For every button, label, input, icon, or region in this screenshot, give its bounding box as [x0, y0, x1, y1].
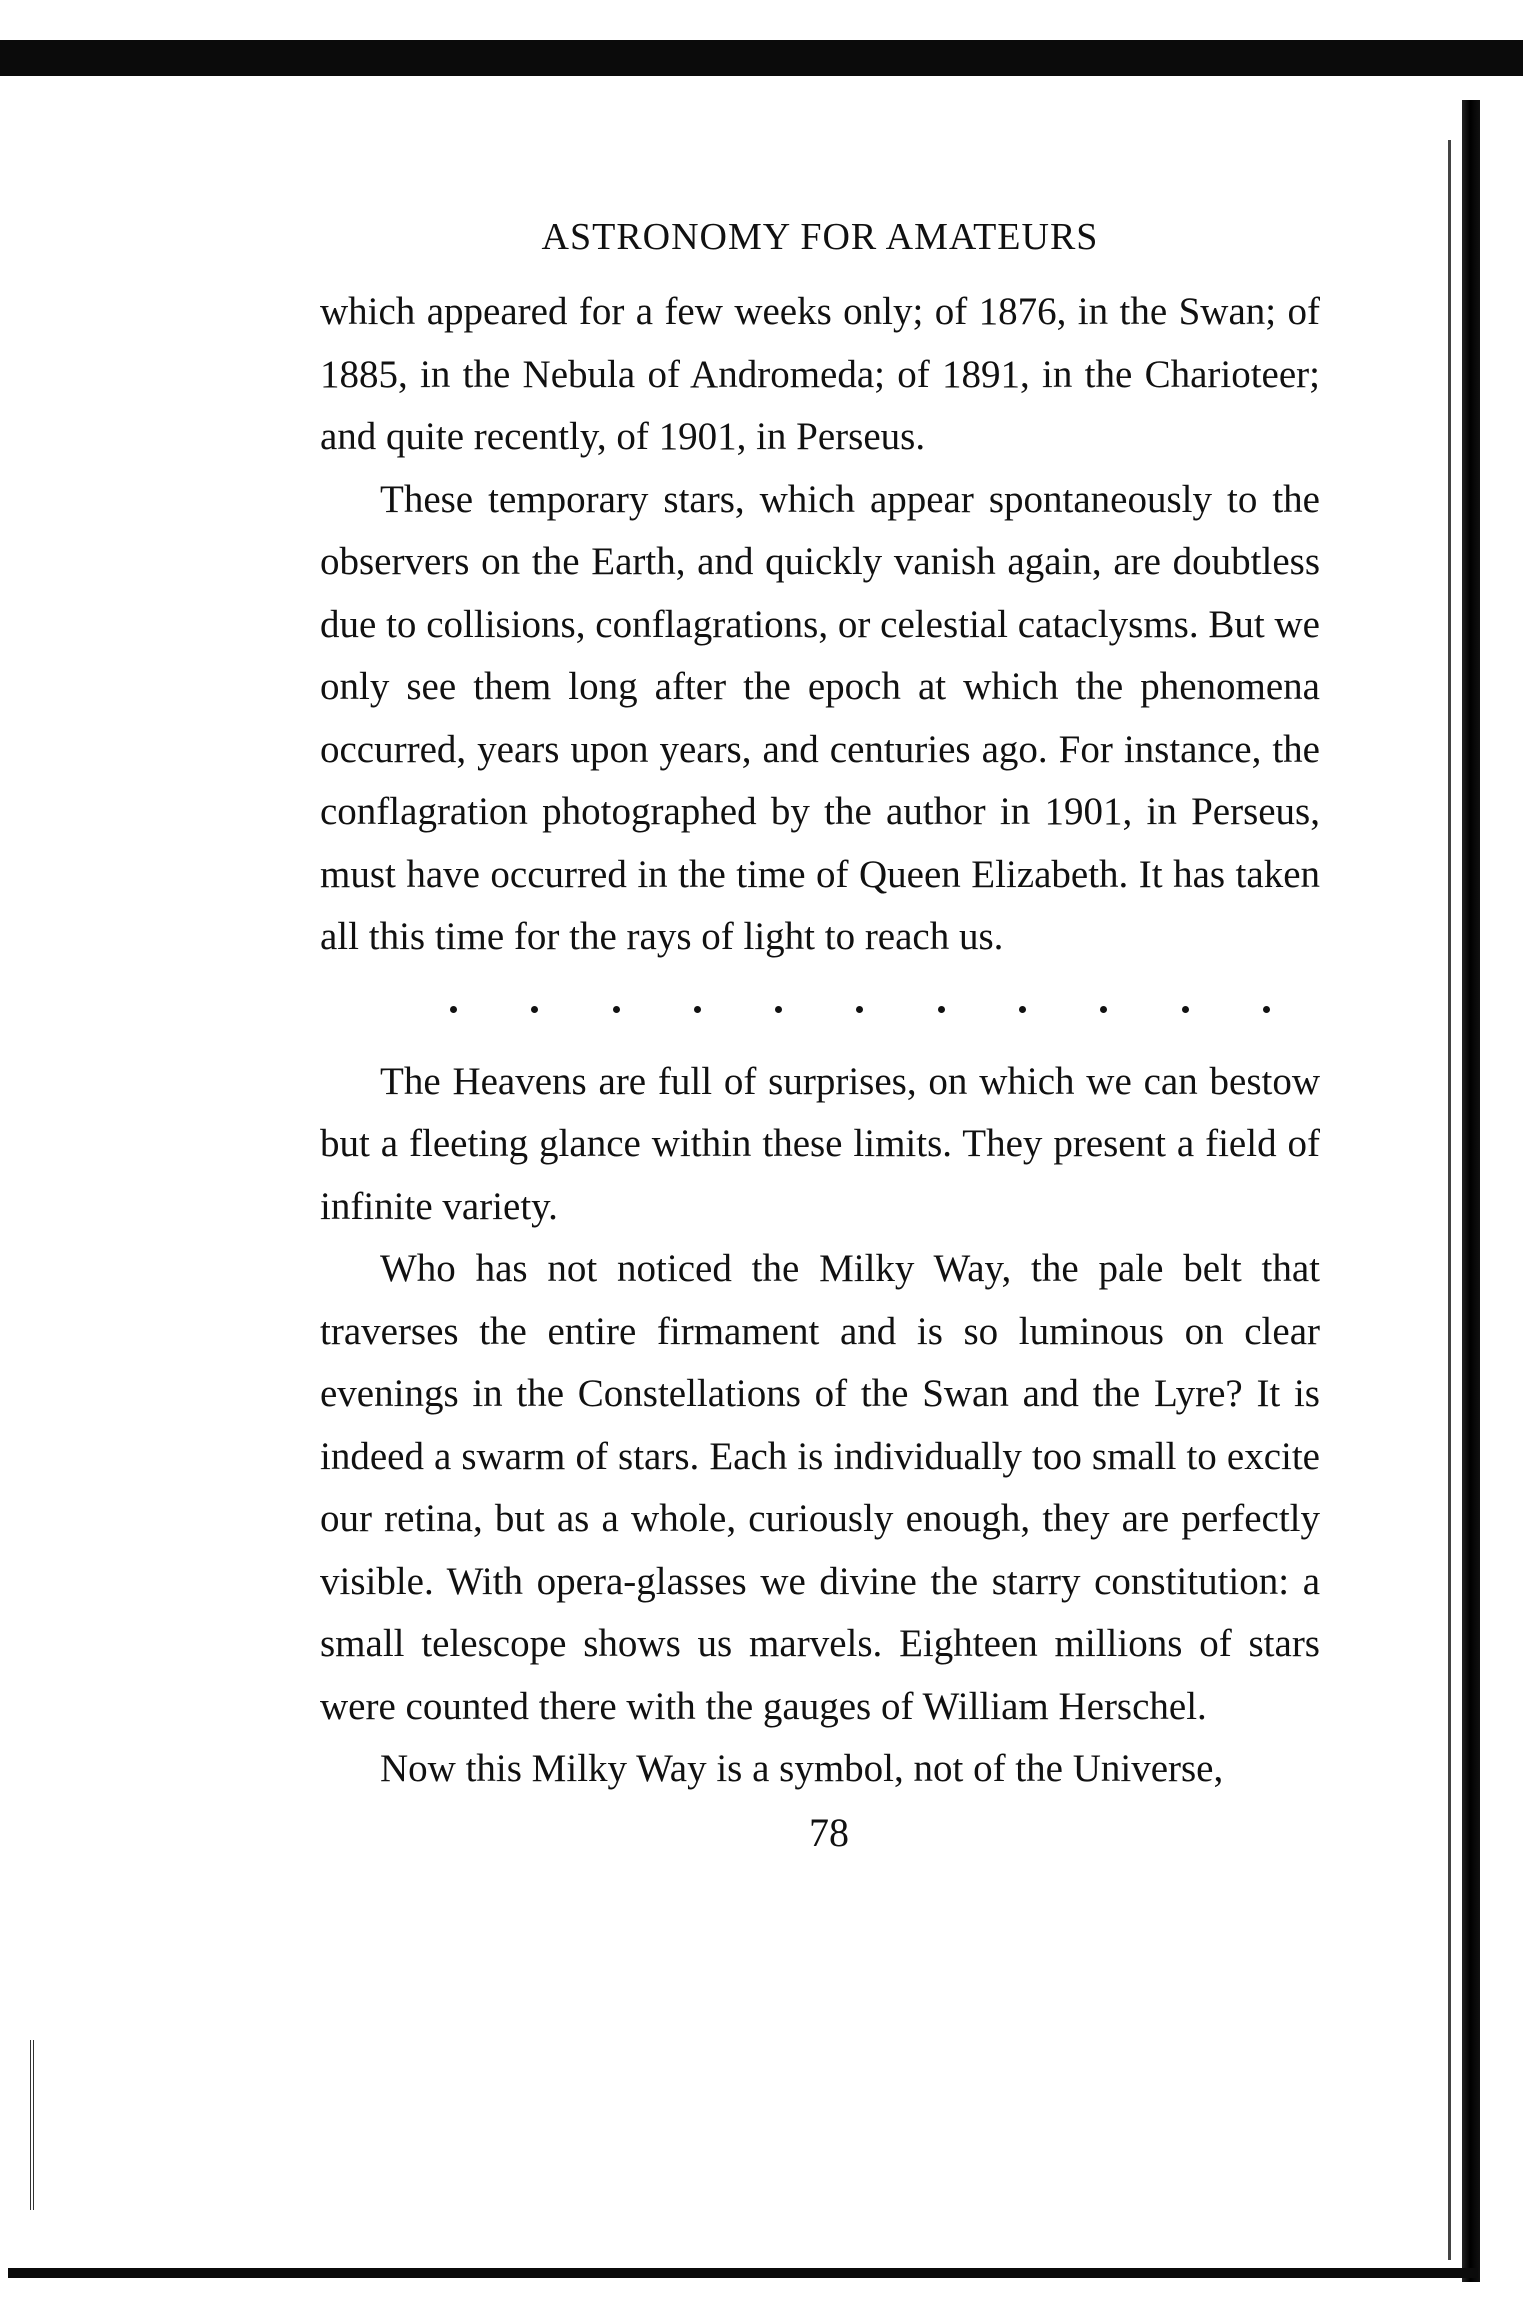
scan-binding-mark	[30, 2040, 36, 2210]
paragraph-temporary-stars: These temporary stars, which appear spontaneously to the observers on the Earth, and quickly vanish again, are doubtless due to collisions, conflagrations, or celestial cataclysms. But we only see them long after the epoch at which the phenomena occurred, years upon years, and centuries ago. For instance, the conflagration photographed by the author in 1901, in Perseus, must have occurred in the time of Queen Elizabeth. It has taken all this time for the rays of light to reach us.	[320, 477, 1320, 958]
scan-border-bottom	[8, 2268, 1478, 2278]
paragraph-symbol: Now this Milky Way is a symbol, not of the Universe,	[380, 1747, 1224, 1790]
section-break-dots	[450, 987, 1270, 1033]
paragraph-heavens: The Heavens are full of surprises, on which we can bestow but a fleeting glance within these limits. They present a field of infinite variety.	[320, 1059, 1320, 1228]
page-number: 78	[809, 1809, 849, 1855]
ornament-dot	[1263, 1006, 1270, 1013]
ornament-dot	[1182, 1006, 1189, 1013]
ornament-dot	[450, 1006, 457, 1013]
ornament-dot	[694, 1006, 701, 1013]
book-page	[320, 215, 1320, 1856]
ornament-dot	[531, 1006, 538, 1013]
paragraph-continued: which appeared for a few weeks only; of 1876, in the Swan; of 1885, in the Nebula of Andromeda; of 1891, in the Charioteer; and quite recently, of 1901, in Perseus.	[320, 290, 1320, 458]
scan-edge-line	[1448, 140, 1451, 2260]
ornament-dot	[613, 1006, 620, 1013]
scan-border-top	[0, 40, 1523, 76]
ornament-dot	[938, 1006, 945, 1013]
running-head: ASTRONOMY FOR AMATEURS	[541, 216, 1099, 258]
scan-border-right	[1462, 100, 1480, 2282]
ornament-dot	[1019, 1006, 1026, 1013]
paragraph-milky-way: Who has not noticed the Milky Way, the pale belt that traverses the entire firmament and is so luminous on clear evenings in the Constellations of the Swan and the Lyre? It is indeed a swarm of stars. Each is individually too small to excite our retina, but as a whole, curiously enough, they are perfectly visible. With opera-glasses we divine the starry constitution: a small telescope shows us marvels. Eighteen millions of stars were counted there with the gauges of William Herschel.	[320, 1247, 1320, 1728]
ornament-dot	[1100, 1006, 1107, 1013]
ornament-dot	[856, 1006, 863, 1013]
body-text	[320, 281, 1320, 1801]
ornament-dot	[775, 1006, 782, 1013]
